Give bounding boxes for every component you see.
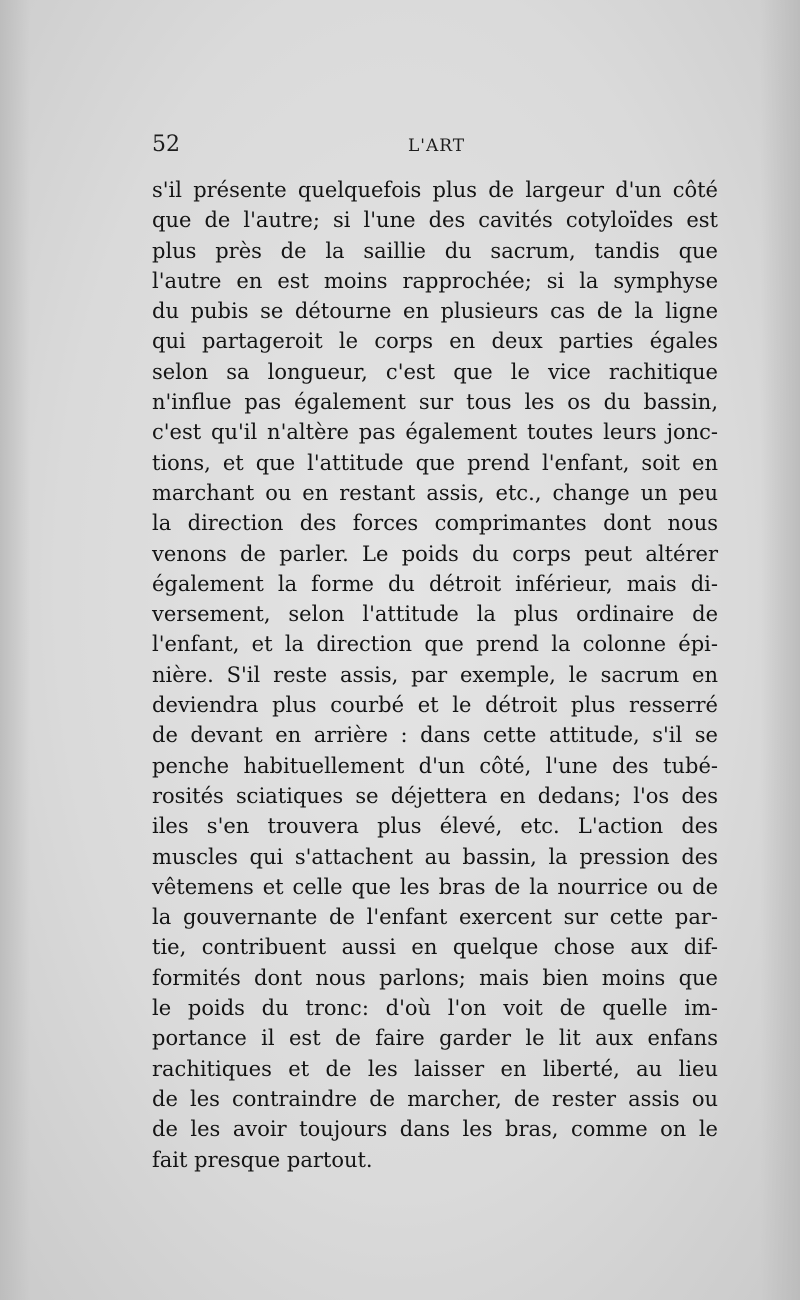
running-head: L'ART <box>408 136 466 156</box>
page-gutter-shadow <box>0 0 30 1300</box>
text-line: de devant en arrière : dans cette attitude, s'il se <box>152 723 718 748</box>
text-line: muscles qui s'attachent au bassin, la pression des <box>152 844 718 869</box>
text-line: versement, selon l'attitude la plus ordinaire de <box>152 602 718 627</box>
page-number: 52 <box>152 132 180 157</box>
text-line: rosités sciatiques se déjettera en dedans; l'os des <box>152 783 718 808</box>
body-text <box>152 175 718 1175</box>
text-line: deviendra plus courbé et le détroit plus resserré <box>152 693 718 718</box>
text-line: portance il est de faire garder le lit aux enfans <box>152 1026 718 1051</box>
text-line: la gouvernante de l'enfant exercent sur cette par- <box>152 905 718 930</box>
text-line: la direction des forces comprimantes dont nous <box>152 511 718 536</box>
text-line: tions, et que l'attitude que prend l'enfant, soit en <box>152 450 718 475</box>
text-line: penche habituellement d'un côté, l'une des tubé- <box>152 753 718 778</box>
text-line: marchant ou en restant assis, etc., change un peu <box>152 480 718 505</box>
page-edge-shadow <box>760 0 800 1300</box>
text-line: c'est qu'il n'altère pas également toutes leurs jonc- <box>152 420 718 445</box>
text-line: formités dont nous parlons; mais bien moins que <box>152 965 718 990</box>
text-line: de les contraindre de marcher, de rester assis ou <box>152 1086 718 1111</box>
text-line: également la forme du détroit inférieur, mais di- <box>152 571 718 596</box>
text-line: vêtemens et celle que les bras de la nourrice ou de <box>152 874 718 899</box>
text-line: iles s'en trouvera plus élevé, etc. L'action des <box>152 814 718 839</box>
text-line: que de l'autre; si l'une des cavités cotyloïdes est <box>152 208 718 233</box>
text-line: du pubis se détourne en plusieurs cas de la ligne <box>152 299 718 324</box>
text-line: le poids du tronc: d'où l'on voit de quelle im- <box>152 996 718 1021</box>
text-line: l'enfant, et la direction que prend la colonne épi- <box>152 632 718 657</box>
text-line: venons de parler. Le poids du corps peut altérer <box>152 541 718 566</box>
text-line: rachitiques et de les laisser en liberté, au lieu <box>152 1056 718 1081</box>
text-line: n'influe pas également sur tous les os du bassin, <box>152 390 718 415</box>
text-line: plus près de la saillie du sacrum, tandis que <box>152 238 718 263</box>
text-line: l'autre en est moins rapprochée; si la symphyse <box>152 268 718 293</box>
text-line: selon sa longueur, c'est que le vice rachitique <box>152 359 718 384</box>
text-line: nière. S'il reste assis, par exemple, le sacrum en <box>152 662 718 687</box>
text-line: tie, contribuent aussi en quelque chose aux dif- <box>152 935 718 960</box>
page-header <box>152 130 722 164</box>
text-line: qui partageroit le corps en deux parties égales <box>152 329 718 354</box>
text-line: de les avoir toujours dans les bras, comme on le <box>152 1117 718 1142</box>
text-line: s'il présente quelquefois plus de largeur d'un côté <box>152 178 718 202</box>
text-line: fait presque partout. <box>152 1147 373 1172</box>
